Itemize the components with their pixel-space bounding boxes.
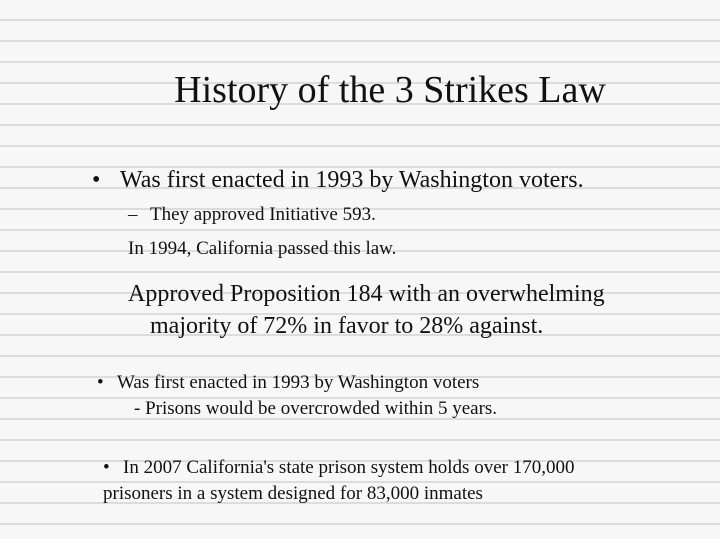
prison-capacity-text: prisoners in a system designed for 83,000 inmates (103, 483, 483, 504)
proposition-line-1: Approved Proposition 184 with an overwhelming (128, 281, 605, 307)
slide-title: History of the 3 Strikes Law (174, 69, 606, 111)
sub-bullet-marker: – (128, 204, 138, 225)
bullet-text: Was first enacted in 1993 by Washington voters. (120, 167, 584, 193)
bullet-marker: • (97, 372, 104, 393)
proposition-line-2: majority of 72% in favor to 28% against. (150, 313, 544, 339)
california-passed-text: In 1994, California passed this law. (128, 238, 397, 259)
sub-bullet-initiative (128, 204, 376, 226)
bullet-text: In 2007 California's state prison system holds over 170,000 (123, 457, 575, 478)
prisons-overcrowded-text: - Prisons would be overcrowded within 5 years. (134, 398, 498, 419)
bullet-2007-prison-system (103, 457, 574, 479)
bullet-marker: • (103, 457, 110, 478)
proposition-184-text (128, 278, 708, 342)
bullet-text: Was first enacted in 1993 by Washington voters (117, 372, 480, 393)
bullet-first-enacted (92, 167, 584, 194)
sub-bullet-text: They approved Initiative 593. (150, 204, 376, 225)
bullet-washington-voters (97, 372, 479, 394)
bullet-marker: • (92, 167, 101, 193)
